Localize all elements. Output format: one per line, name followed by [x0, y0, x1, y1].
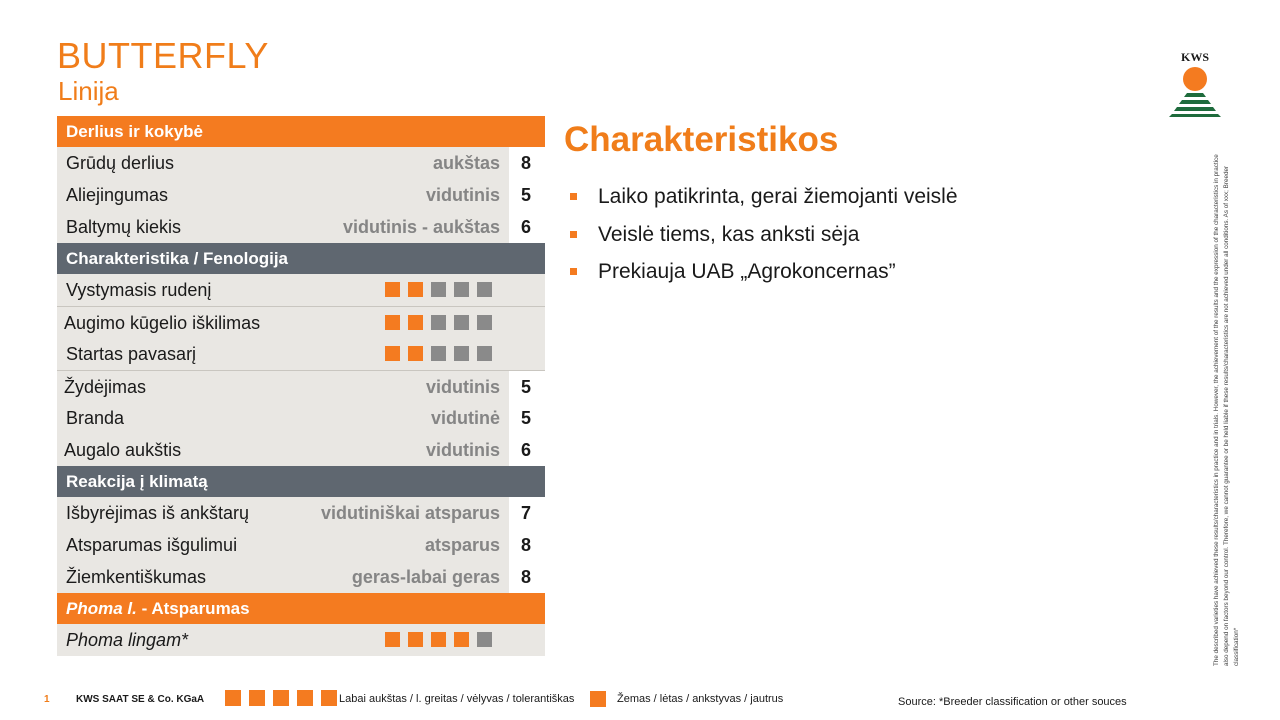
- characteristics-title: Charakteristikos: [564, 120, 839, 159]
- row-label: Augalo aukštis: [64, 440, 182, 460]
- section-header-phenology: Charakteristika / Fenologija: [57, 243, 545, 274]
- row-label: Žydėjimas: [64, 377, 147, 397]
- row-label: Branda: [66, 408, 125, 428]
- row-score: 8: [520, 567, 531, 587]
- row-label: Startas pavasarį: [66, 344, 197, 364]
- rating-block-filled: [385, 315, 400, 330]
- page-number: 1: [44, 694, 50, 705]
- table-row: [57, 529, 545, 561]
- row-score: 8: [520, 153, 531, 173]
- row-value: geras-labai geras: [351, 567, 500, 587]
- legend-low-block: [590, 691, 606, 707]
- list-item: Veislė tiems, kas anksti sėja: [568, 216, 958, 254]
- table-row: [57, 402, 545, 434]
- row-label: Augimo kūgelio iškilimas: [64, 313, 261, 333]
- row-score: 5: [520, 185, 531, 205]
- legend-block: [297, 690, 313, 706]
- table-row: [57, 306, 545, 338]
- row-label: Grūdų derlius: [66, 153, 175, 173]
- table-row: [57, 147, 545, 179]
- bullet-square-icon: [570, 193, 577, 200]
- rating-block-empty: [431, 282, 446, 297]
- table-row: [57, 274, 545, 306]
- row-label: Phoma lingam*: [66, 630, 189, 650]
- row-label: Vystymasis rudenį: [66, 280, 212, 300]
- table-row: [57, 338, 545, 370]
- table-row: [57, 370, 545, 402]
- rating-block-empty: [477, 632, 492, 647]
- legend-block: [249, 690, 265, 706]
- rating-block-filled: [408, 315, 423, 330]
- row-value: vidutiniškai atsparus: [320, 503, 500, 523]
- row-score: 8: [520, 535, 531, 555]
- row-label: Baltymų kiekis: [66, 217, 182, 237]
- rating-blocks: [385, 346, 492, 361]
- row-label: Žiemkentiškumas: [66, 567, 207, 587]
- rating-block-empty: [454, 346, 469, 361]
- row-value: aukštas: [432, 153, 500, 173]
- rating-block-empty: [431, 315, 446, 330]
- list-item: Laiko patikrinta, gerai žiemojanti veislė: [568, 178, 958, 216]
- variety-table: [57, 116, 545, 656]
- rating-block-filled: [385, 282, 400, 297]
- bullet-square-icon: [570, 268, 577, 275]
- kws-sun-field-icon: [1168, 50, 1222, 120]
- table-row: [57, 211, 545, 243]
- table-row: [57, 497, 545, 529]
- legend-block: [225, 690, 241, 706]
- bullet-square-icon: [570, 231, 577, 238]
- logo-text: KWS: [1180, 50, 1209, 64]
- disclaimer-text: The described varieties have achieved these results/characteristics in practice and in trials. However, the achievement of the results and the expression of the characteristics in practice also depend on factors beyond our control. Therefore, we cannot guarantee or be held liable if these results/characteristics are not achieved under all conditions. As of xxx; Breeder classification*: [1213, 154, 1240, 666]
- row-score: 6: [520, 217, 531, 237]
- section-header-climate: Reakcija į klimatą: [57, 466, 545, 497]
- rating-block-empty: [477, 282, 492, 297]
- rating-blocks: [385, 632, 492, 647]
- page-subtitle: Linija: [58, 76, 119, 106]
- rating-block-filled: [385, 632, 400, 647]
- row-value: atsparus: [424, 535, 500, 555]
- rating-block-filled: [431, 632, 446, 647]
- rating-block-filled: [408, 282, 423, 297]
- row-score: 5: [520, 377, 531, 397]
- section-header-yield: Derlius ir kokybė: [57, 116, 545, 147]
- row-label: Išbyrėjimas iš ankštarų: [66, 503, 250, 523]
- legend-high-text: Labai aukštas / l. greitas / vėlyvas / tolerantiškas: [339, 693, 575, 705]
- row-value: vidutinis: [425, 440, 500, 460]
- row-score: 5: [520, 408, 531, 428]
- phoma-header-rest: - Atsparumas: [136, 599, 250, 618]
- rating-block-empty: [477, 315, 492, 330]
- rating-blocks: [385, 315, 492, 330]
- legend-high-blocks: [225, 690, 337, 706]
- rating-blocks: [385, 282, 492, 297]
- kws-logo: [1168, 50, 1222, 120]
- list-item: Prekiauja UAB „Agrokoncernas”: [568, 253, 958, 291]
- page-title: BUTTERFLY: [57, 35, 269, 76]
- rating-block-filled: [385, 346, 400, 361]
- characteristics-list: [568, 178, 958, 291]
- rating-block-empty: [454, 282, 469, 297]
- table-row: [57, 624, 545, 656]
- source-note: Source: *Breeder classification or other souces: [898, 696, 1127, 708]
- rating-block-empty: [431, 346, 446, 361]
- row-label: Aliejingumas: [66, 185, 169, 205]
- row-score: 7: [520, 503, 531, 523]
- section-header-phoma: [57, 593, 545, 624]
- phoma-header-italic: Phoma l.: [66, 599, 137, 618]
- rating-block-empty: [477, 346, 492, 361]
- rating-block-filled: [454, 632, 469, 647]
- row-value: vidutinis: [425, 377, 500, 397]
- row-value: vidutinė: [430, 408, 500, 428]
- table-row: [57, 561, 545, 593]
- legend-low-text: Žemas / lėtas / ankstyvas / jautrus: [617, 693, 784, 705]
- row-label: Atsparumas išgulimui: [66, 535, 238, 555]
- row-score: 6: [520, 440, 531, 460]
- rating-block-empty: [454, 315, 469, 330]
- rating-block-filled: [408, 632, 423, 647]
- rating-block-filled: [408, 346, 423, 361]
- row-value: vidutinis - aukštas: [342, 217, 500, 237]
- table-row: [57, 434, 545, 466]
- legend-block: [321, 690, 337, 706]
- table-row: [57, 179, 545, 211]
- row-value: vidutinis: [425, 185, 500, 205]
- legend-block: [273, 690, 289, 706]
- company-name: KWS SAAT SE & Co. KGaA: [76, 694, 205, 705]
